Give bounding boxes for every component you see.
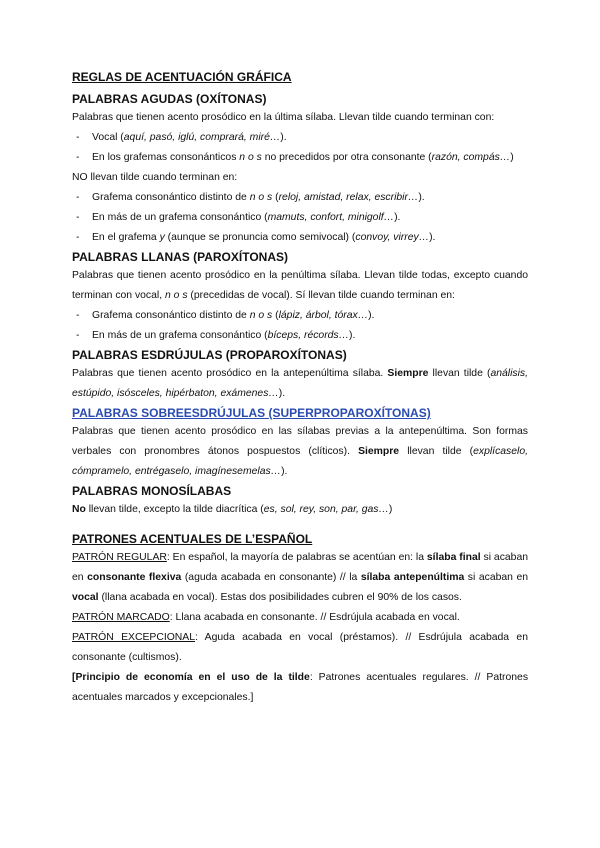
monosilabas-text: No llevan tilde, excepto la tilde diacrítica (es, sol, rey, son, par, gas…): [72, 504, 393, 515]
heading-esdrujulas: PALABRAS ESDRÚJULAS (PROPAROXÍTONAS): [72, 348, 347, 362]
patron-marcado: PATRÓN MARCADO: Llana acabada en consonante. // Esdrújula acabada en vocal.: [72, 612, 460, 623]
agudas-item-vocal: - Vocal (aquí, pasó, iglú, comprará, miré…).: [72, 128, 528, 148]
agudas-item-grafemas: - En los grafemas consonánticos n o s no precedidos por otra consonante (razón, compás…): [72, 148, 528, 168]
document-title: REGLAS DE ACENTUACIÓN GRÁFICA: [72, 70, 292, 84]
heading-agudas: PALABRAS AGUDAS (OXÍTONAS): [72, 92, 267, 106]
llanas-item-2: - En más de un grafema consonántico (bíceps, récords…).: [72, 326, 528, 346]
llanas-item-1: - Grafema consonántico distinto de n o s (lápiz, árbol, tórax…).: [72, 306, 528, 326]
agudas-no-item-3: - En el grafema y (aunque se pronuncia como semivocal) (convoy, virrey…).: [72, 228, 528, 248]
patron-regular: PATRÓN REGULAR: En español, la mayoría de palabras se acentúan en: la sílaba final si acaban en consonante flexiva (aguda acabada en consonante) // la sílaba antepenúltima si acaban en vocal (llana acabada en vocal). Estas dos posibilidades cubren el 90% de los casos.: [72, 552, 529, 603]
heading-sobreesdrujulas-link[interactable]: PALABRAS SOBREESDRÚJULAS (SUPERPROPAROXÍTONAS): [72, 406, 431, 420]
heading-patrones: PATRONES ACENTUALES DE L’ESPAÑOL: [72, 532, 313, 546]
sobreesdrujulas-text: Palabras que tienen acento prosódico en las sílabas previas a la antepenúltima. Son formas verbales con pronombres átonos pospuestos (clíticos). Siempre llevan tilde (explícaselo, cómpramelo, entrégaselo, imagínesemelas…).: [72, 426, 528, 477]
agudas-no-item-1: - Grafema consonántico distinto de n o s (reloj, amistad, relax, escribir…).: [72, 188, 528, 208]
patron-excepcional: PATRÓN EXCEPCIONAL: Aguda acabada en vocal (préstamos). // Esdrújula acabada en consonante (cultismos).: [72, 632, 528, 663]
agudas-intro: Palabras que tienen acento prosódico en la última sílaba. Llevan tilde cuando terminan con:: [72, 112, 495, 123]
llanas-intro: Palabras que tienen acento prosódico en la penúltima sílaba. Llevan tilde todas, excepto cuando terminan con vocal, n o s (precedidas de vocal). Sí llevan tilde cuando terminan en:: [72, 270, 528, 301]
esdrujulas-text: Palabras que tienen acento prosódico en la antepenúltima sílaba. Siempre llevan tilde (análisis, estúpido, isósceles, hipérbaton, exámenes…).: [72, 368, 528, 399]
heading-llanas: PALABRAS LLANAS (PAROXÍTONAS): [72, 250, 288, 264]
agudas-no-intro: NO llevan tilde cuando terminan en:: [72, 172, 238, 183]
principio-economia: [Principio de economía en el uso de la tilde: Patrones acentuales regulares. // Patrones acentuales marcados y excepcionales.]: [72, 672, 529, 703]
section-gap: [72, 520, 528, 530]
agudas-no-item-2: - En más de un grafema consonántico (mamuts, confort, minigolf…).: [72, 208, 528, 228]
heading-monosilabas: PALABRAS MONOSÍLABAS: [72, 484, 232, 498]
